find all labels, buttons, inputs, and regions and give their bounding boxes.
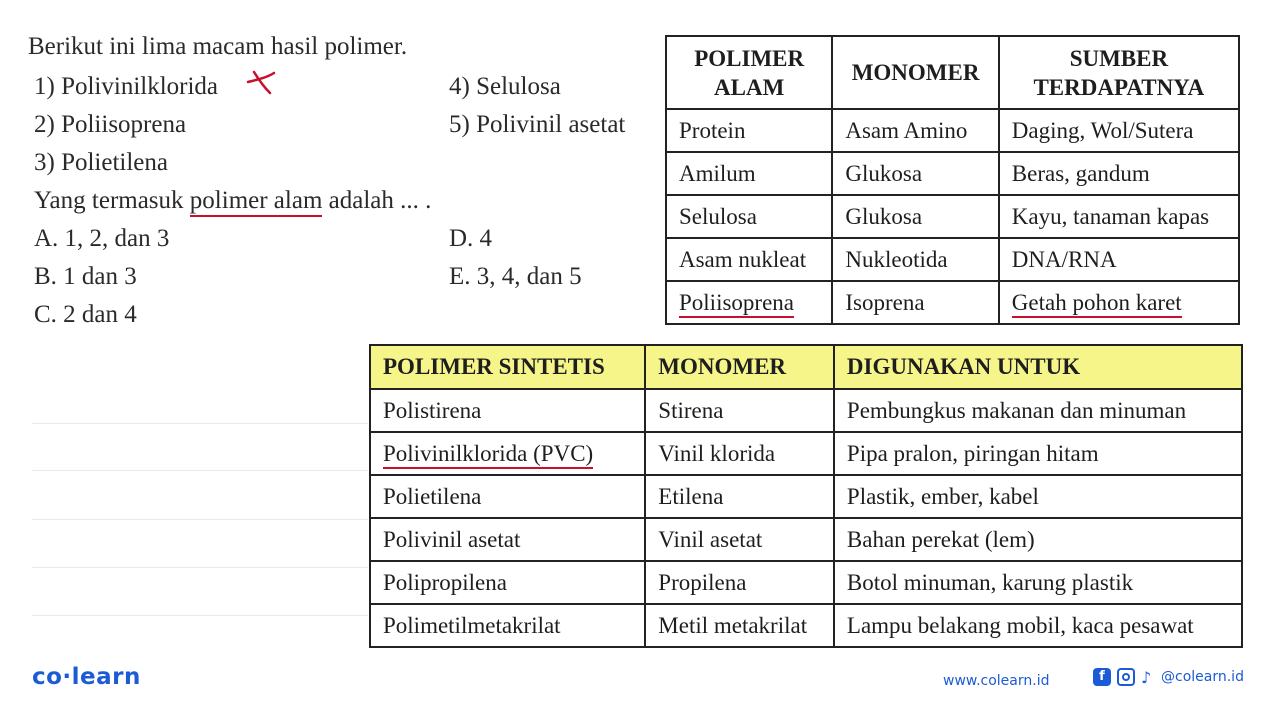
underlined-cell-text: Polivinilklorida (PVC)	[383, 441, 593, 469]
ruled-line	[32, 519, 368, 520]
option-2: 2) Poliisoprena	[34, 111, 187, 138]
table-cell: Vinil klorida	[645, 432, 834, 475]
table-row	[370, 432, 1242, 475]
social-handle: @colearn.id	[1161, 669, 1244, 685]
natural-polymer-table	[665, 35, 1240, 325]
header-cell: POLIMER ALAM	[666, 36, 832, 109]
table-cell: Glukosa	[832, 152, 998, 195]
answer-b: B. 1 dan 3	[34, 263, 137, 290]
table-cell: Daging, Wol/Sutera	[999, 109, 1239, 152]
table-row	[370, 475, 1242, 518]
cross-mark-annotation	[244, 68, 278, 96]
table-cell: Amilum	[666, 152, 832, 195]
table-cell: Beras, gandum	[999, 152, 1239, 195]
table-cell: Propilena	[645, 561, 834, 604]
table-cell	[666, 281, 832, 324]
table-row	[666, 238, 1239, 281]
table-cell: Bahan perekat (lem)	[834, 518, 1242, 561]
table-header-row	[370, 345, 1242, 389]
header-cell: MONOMER	[645, 345, 834, 389]
table-cell: Lampu belakang mobil, kaca pesawat	[834, 604, 1242, 647]
question-title: Berikut ini lima macam hasil polimer.	[28, 33, 408, 60]
table-cell: Polipropilena	[370, 561, 645, 604]
answer-d: D. 4	[449, 225, 493, 252]
header-cell: MONOMER	[832, 36, 998, 109]
table-row	[666, 281, 1239, 324]
table-cell: Stirena	[645, 389, 834, 432]
table-row	[666, 152, 1239, 195]
option-4: 4) Selulosa	[449, 73, 561, 100]
table-cell: Pipa pralon, piringan hitam	[834, 432, 1242, 475]
option-5: 5) Polivinil asetat	[449, 111, 626, 138]
header-cell: DIGUNAKAN UNTUK	[834, 345, 1242, 389]
table-cell: Glukosa	[832, 195, 998, 238]
option-3: 3) Polietilena	[34, 149, 168, 176]
table-cell	[370, 432, 645, 475]
stem-underlined: polimer alam	[190, 187, 323, 217]
table-cell: Pembungkus makanan dan minuman	[834, 389, 1242, 432]
table-cell: Asam nukleat	[666, 238, 832, 281]
answer-e: E. 3, 4, dan 5	[449, 263, 582, 290]
synthetic-polymer-table	[369, 344, 1243, 648]
stem-prefix: Yang termasuk	[34, 187, 184, 214]
table-cell: Etilena	[645, 475, 834, 518]
table-cell: Polimetilmetakrilat	[370, 604, 645, 647]
ruled-line	[32, 615, 368, 616]
table-cell: Vinil asetat	[645, 518, 834, 561]
answer-a: A. 1, 2, dan 3	[34, 225, 170, 252]
table-cell: Protein	[666, 109, 832, 152]
table-row	[666, 109, 1239, 152]
underlined-cell-text: Poliisoprena	[679, 290, 794, 318]
stem-suffix: adalah ... .	[328, 187, 432, 214]
table-cell: Plastik, ember, kabel	[834, 475, 1242, 518]
table-cell: Polivinil asetat	[370, 518, 645, 561]
table-cell: Polistirena	[370, 389, 645, 432]
table-cell: Asam Amino	[832, 109, 998, 152]
ruled-line	[32, 567, 368, 568]
answer-c: C. 2 dan 4	[34, 301, 137, 328]
table-cell: DNA/RNA	[999, 238, 1239, 281]
table-row	[370, 389, 1242, 432]
table-row	[370, 561, 1242, 604]
table-cell: Kayu, tanaman kapas	[999, 195, 1239, 238]
table-cell: Polietilena	[370, 475, 645, 518]
table-header-row	[666, 36, 1239, 109]
social-links	[1093, 668, 1244, 686]
table-row	[666, 195, 1239, 238]
header-cell: POLIMER SINTETIS	[370, 345, 645, 389]
footer-url[interactable]: www.colearn.id	[943, 673, 1050, 689]
colearn-logo: co·learn	[32, 664, 141, 690]
question-stem	[34, 186, 431, 216]
instagram-icon[interactable]	[1117, 668, 1135, 686]
table-cell: Selulosa	[666, 195, 832, 238]
option-1: 1) Polivinilklorida	[34, 73, 219, 100]
tiktok-icon[interactable]: ♪	[1141, 668, 1152, 687]
table-cell: Metil metakrilat	[645, 604, 834, 647]
ruled-line	[32, 423, 368, 424]
table-cell: Isoprena	[832, 281, 998, 324]
table-cell: Nukleotida	[832, 238, 998, 281]
table-cell	[999, 281, 1239, 324]
table-row	[370, 518, 1242, 561]
underlined-cell-text: Getah pohon karet	[1012, 290, 1182, 318]
table-cell: Botol minuman, karung plastik	[834, 561, 1242, 604]
ruled-line	[32, 470, 368, 471]
table-row	[370, 604, 1242, 647]
header-cell: SUMBER TERDAPATNYA	[999, 36, 1239, 109]
facebook-icon[interactable]: f	[1093, 668, 1111, 686]
